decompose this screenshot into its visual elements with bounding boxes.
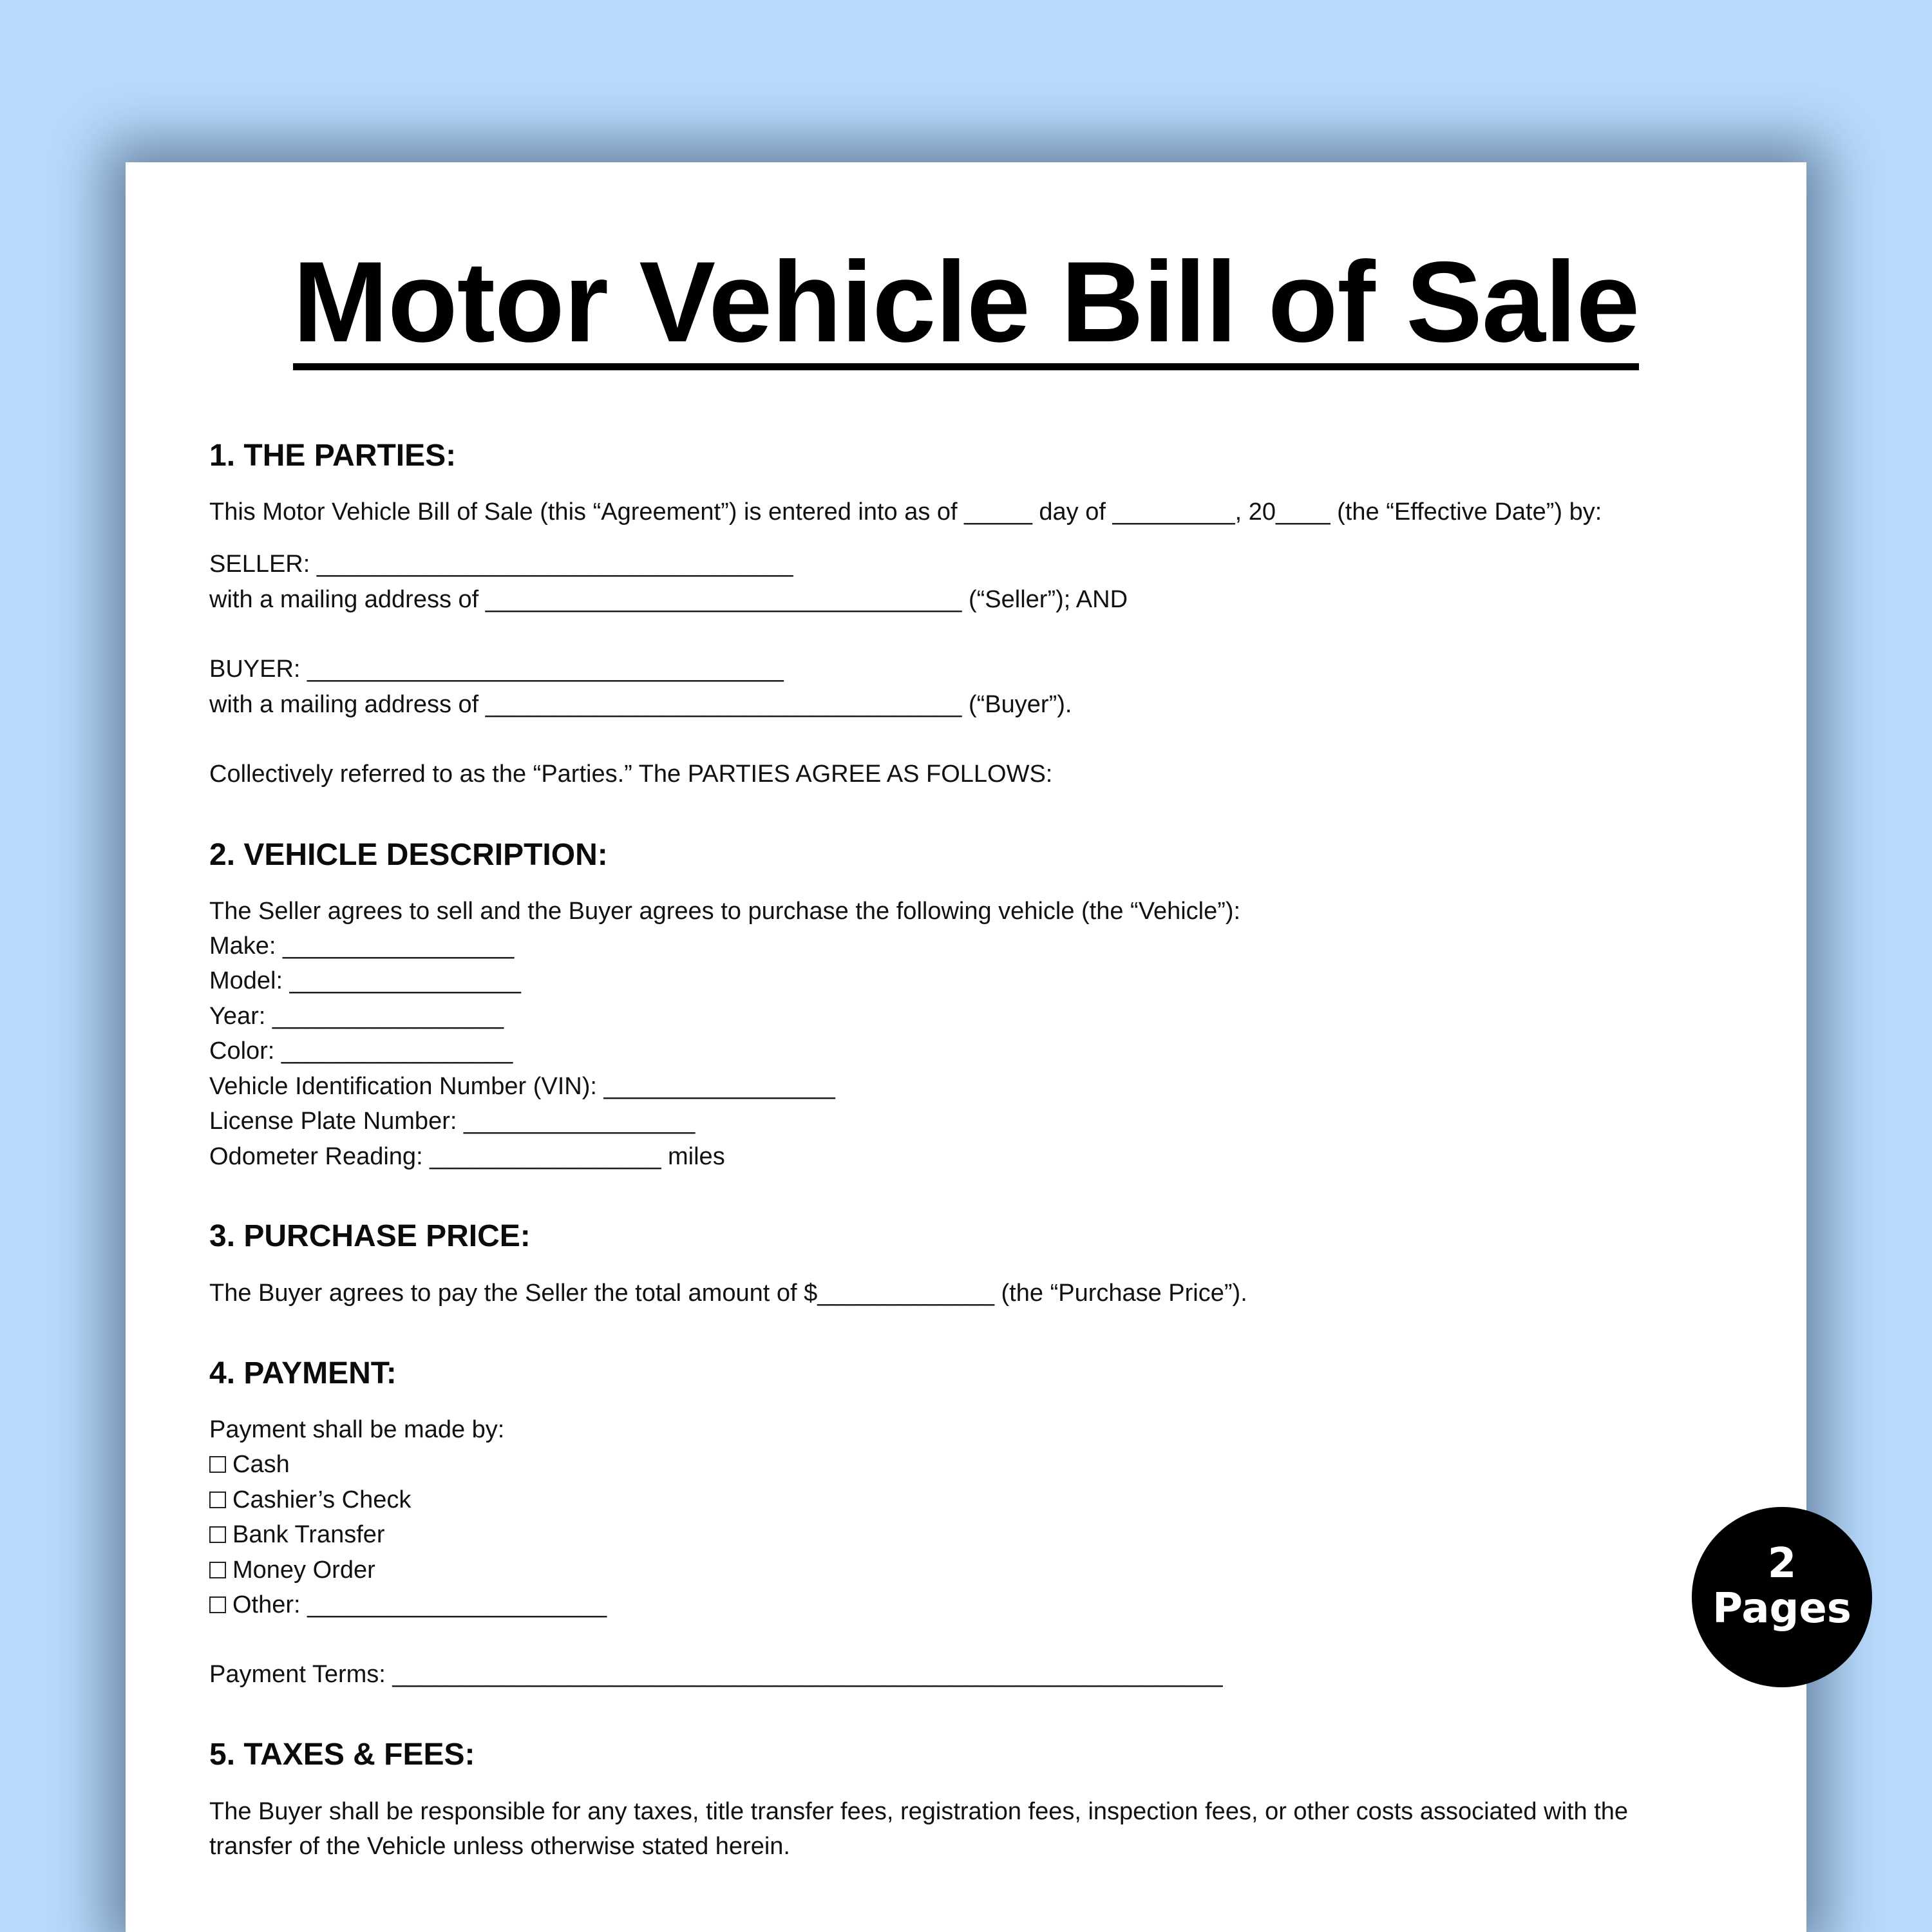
vehicle-field-odometer: Odometer Reading: _________________ miles xyxy=(209,1143,725,1170)
page-count-number: 2 xyxy=(1767,1540,1797,1587)
payment-option-label: Other: ______________________ xyxy=(232,1591,607,1618)
payment-option-label: Cashier’s Check xyxy=(232,1486,412,1513)
checkbox-icon[interactable] xyxy=(209,1526,226,1543)
checkbox-icon[interactable] xyxy=(209,1492,226,1508)
checkbox-icon[interactable] xyxy=(209,1596,226,1613)
page-count-badge xyxy=(1692,1507,1872,1687)
vehicle-intro-text: The Seller agrees to sell and the Buyer agrees to purchase the following vehicle (the “Vehicle”): xyxy=(209,898,1241,925)
payment-option-bank-transfer[interactable] xyxy=(209,1520,385,1549)
vehicle-field-make: Make: _________________ xyxy=(209,933,515,960)
payment-option-cash[interactable] xyxy=(209,1450,290,1479)
payment-option-label: Money Order xyxy=(232,1557,375,1584)
payment-option-money-order[interactable] xyxy=(209,1555,375,1585)
buyer-name-line: BUYER: ___________________________________ xyxy=(209,656,784,683)
payment-terms-line: Payment Terms: _____________________________________________________________ xyxy=(209,1661,1223,1688)
parties-collective-text: Collectively referred to as the “Parties.” The PARTIES AGREE AS FOLLOWS: xyxy=(209,761,1053,788)
checkbox-icon[interactable] xyxy=(209,1456,226,1473)
vehicle-field-model: Model: _________________ xyxy=(209,967,521,994)
vehicle-field-vin: Vehicle Identification Number (VIN): _________________ xyxy=(209,1073,835,1100)
payment-option-label: Cash xyxy=(232,1451,290,1478)
payment-option-other[interactable] xyxy=(209,1590,607,1620)
parties-intro-text: This Motor Vehicle Bill of Sale (this “Agreement”) is entered into as of _____ day of _________, 20____ (the “Effective Date”) by: xyxy=(209,498,1602,526)
section-heading-parties: 1. THE PARTIES: xyxy=(209,439,457,473)
vehicle-field-license-plate: License Plate Number: _________________ xyxy=(209,1108,696,1135)
vehicle-field-year: Year: _________________ xyxy=(209,1003,504,1030)
taxes-text-line-1: The Buyer shall be responsible for any taxes, title transfer fees, registration fees, inspection fees, or other costs associated with the xyxy=(209,1798,1629,1825)
section-heading-vehicle: 2. VEHICLE DESCRIPTION: xyxy=(209,838,608,872)
document-title: Motor Vehicle Bill of Sale xyxy=(0,245,1932,370)
section-heading-price: 3. PURCHASE PRICE: xyxy=(209,1219,531,1253)
buyer-address-line: with a mailing address of ___________________________________ (“Buyer”). xyxy=(209,691,1072,718)
payment-option-label: Bank Transfer xyxy=(232,1521,385,1548)
page-count-label: Pages xyxy=(1712,1585,1852,1633)
payment-intro-text: Payment shall be made by: xyxy=(209,1416,505,1443)
checkbox-icon[interactable] xyxy=(209,1562,226,1578)
section-heading-payment: 4. PAYMENT: xyxy=(209,1356,397,1390)
vehicle-field-color: Color: _________________ xyxy=(209,1037,513,1065)
payment-option-cashiers-check[interactable] xyxy=(209,1485,411,1515)
seller-name-line: SELLER: ___________________________________ xyxy=(209,551,793,578)
section-heading-taxes: 5. TAXES & FEES: xyxy=(209,1738,475,1772)
seller-address-line: with a mailing address of ___________________________________ (“Seller”); AND xyxy=(209,586,1128,613)
purchase-price-text: The Buyer agrees to pay the Seller the total amount of $_____________ (the “Purchase Price”). xyxy=(209,1280,1247,1307)
taxes-text-line-2: transfer of the Vehicle unless otherwise stated herein. xyxy=(209,1833,790,1860)
